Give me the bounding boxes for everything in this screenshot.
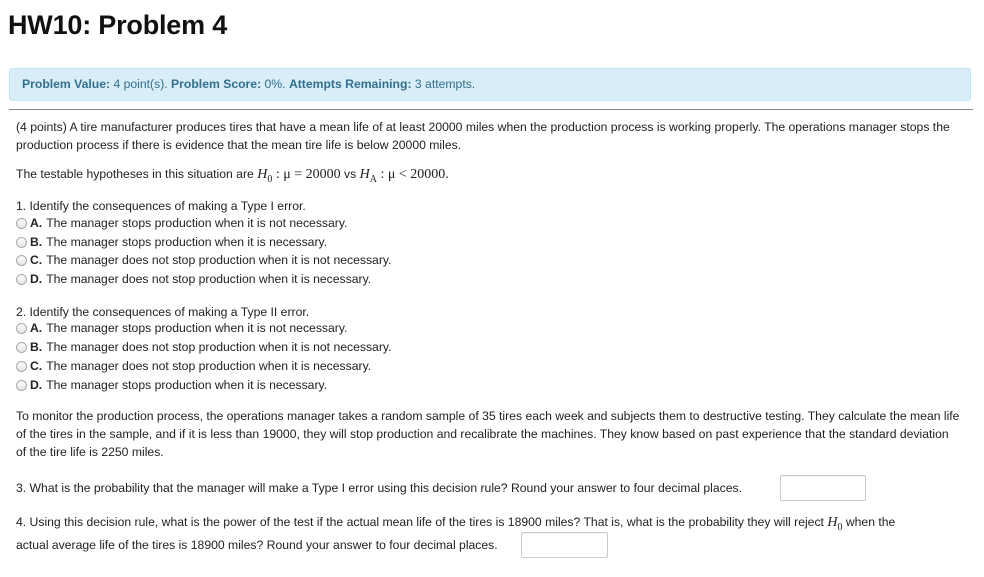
problem-value-label: Problem Value: — [22, 77, 111, 91]
q3-prompt: 3. What is the probability that the manager will make a Type I error using this decision rule? Round your answer to four decimal places. — [16, 481, 742, 495]
option-text: The manager stops production when it is not necessary. — [46, 216, 348, 230]
attempts-remaining-label: Attempts Remaining: — [288, 77, 412, 91]
option-text: The manager does not stop production when it is not necessary. — [46, 340, 392, 354]
radio-button[interactable] — [16, 380, 27, 391]
q1-option-d[interactable] — [16, 270, 371, 288]
radio-button[interactable] — [16, 274, 27, 285]
divider — [9, 109, 973, 110]
option-letter: B. — [30, 235, 43, 249]
q4-answer-input[interactable] — [521, 532, 608, 558]
radio-button[interactable] — [16, 255, 27, 266]
q2-option-d[interactable] — [16, 376, 327, 394]
q4-prompt — [16, 513, 961, 537]
q2-option-c[interactable] — [16, 357, 371, 375]
radio-button[interactable] — [16, 342, 27, 353]
radio-button[interactable] — [16, 323, 27, 334]
option-text: The manager stops production when it is not necessary. — [46, 321, 348, 335]
option-letter: A. — [30, 216, 43, 230]
q4-prompt-text-end: when the — [845, 515, 896, 529]
radio-button[interactable] — [16, 218, 27, 229]
option-text: The manager does not stop production when it is necessary. — [46, 359, 372, 373]
page-title: HW10: Problem 4 — [8, 10, 228, 40]
q4-prompt-line2: actual average life of the tires is 18900 miles? Round your answer to four decimal places. — [16, 538, 498, 552]
hypotheses-statement — [16, 165, 961, 189]
option-letter: A. — [30, 321, 43, 335]
option-letter: B. — [30, 340, 43, 354]
radio-button[interactable] — [16, 237, 27, 248]
problem-score-label: Problem Score: — [171, 77, 262, 91]
q2-option-b[interactable] — [16, 338, 391, 356]
hypotheses-vs: vs — [344, 167, 357, 181]
problem-info-banner — [9, 68, 971, 101]
option-letter: C. — [30, 359, 43, 373]
q4-prompt-text: 4. Using this decision rule, what is the power of the test if the actual mean life of the tires is 18900 miles? That is, what is the probability they will reject — [16, 515, 824, 529]
problem-intro: (4 points) A tire manufacturer produces tires that have a mean life of at least 20000 miles when the production process is working properly. The operations manager stops the production process if there is evidence that the mean tire life is below 20000 miles. — [16, 120, 950, 152]
attempts-remaining: 3 attempts. — [414, 77, 476, 91]
option-text: The manager does not stop production when it is not necessary. — [46, 253, 392, 267]
q3-answer-input[interactable] — [780, 475, 866, 501]
problem-value: 4 point(s). — [113, 77, 168, 91]
q2-prompt: 2. Identify the consequences of making a Type II error. — [16, 305, 310, 319]
radio-button[interactable] — [16, 361, 27, 372]
monitoring-description: To monitor the production process, the operations manager takes a random sample of 35 tires each week and subjects them to destructive testing. They calculate the mean life of the tires in the sample, and if it is less than 19000, they will stop production and recalibrate the machines. They know based on past experience that the standard deviation of the tire life is 2250 miles. — [16, 409, 960, 459]
q4-null-hypothesis: $H_0$ — [827, 515, 843, 533]
option-letter: D. — [30, 378, 43, 392]
q1-option-a[interactable] — [16, 214, 347, 232]
q1-prompt: 1. Identify the consequences of making a Type I error. — [16, 199, 306, 213]
problem-score: 0%. — [264, 77, 286, 91]
null-hypothesis: $H_0$ : μ = 20000 — [257, 167, 341, 185]
q1-option-c[interactable] — [16, 251, 391, 269]
option-text: The manager stops production when it is necessary. — [46, 378, 328, 392]
q2-option-a[interactable] — [16, 319, 347, 337]
option-text: The manager does not stop production when it is necessary. — [46, 272, 372, 286]
q1-option-b[interactable] — [16, 233, 327, 251]
option-text: The manager stops production when it is necessary. — [46, 235, 328, 249]
option-letter: C. — [30, 253, 43, 267]
alternative-hypothesis: $H_A$ : μ < 20000. — [359, 167, 449, 185]
option-letter: D. — [30, 272, 43, 286]
hypotheses-prefix: The testable hypotheses in this situation are — [16, 167, 254, 181]
